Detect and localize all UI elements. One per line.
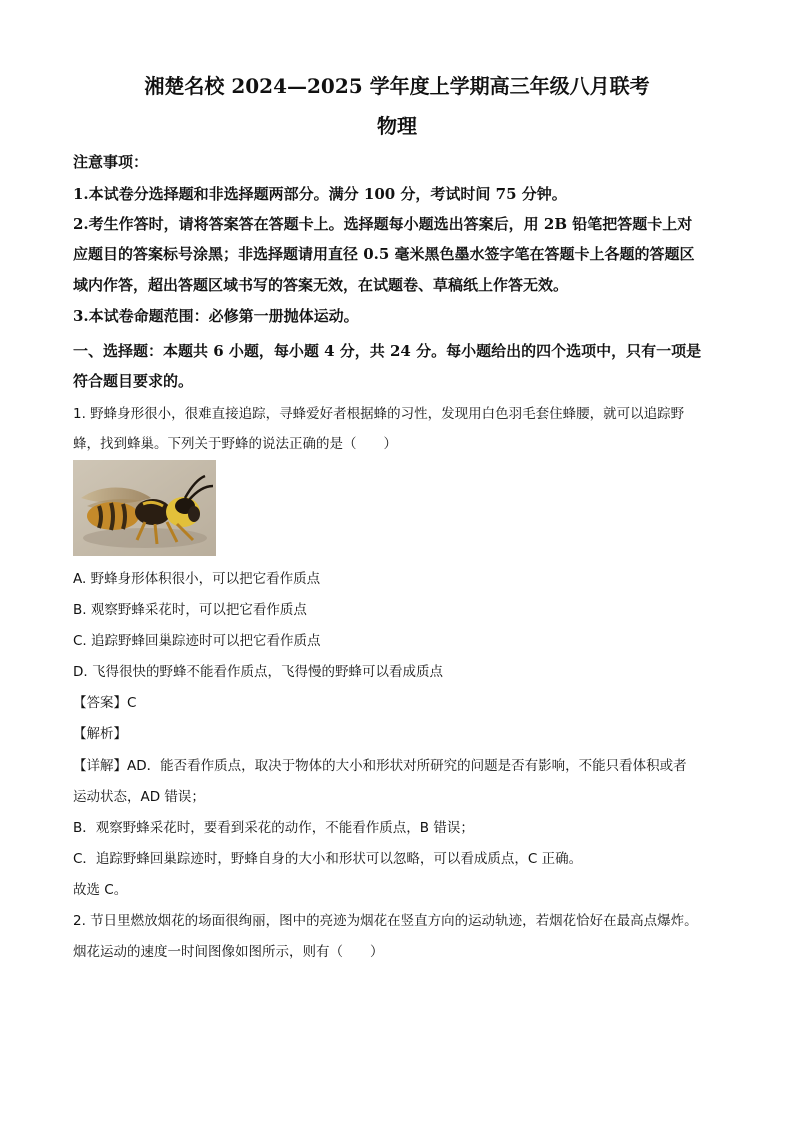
q1-answer: 【答案】C [73,695,137,711]
q1-detail-line-2: 运动状态，AD 错误； [73,789,205,805]
q2-stem-line-2: 烟花运动的速度一时间图像如图所示，则有（ ） [73,944,384,960]
exam-title: 湘楚名校 2024—2025 学年度上学期高三年级八月联考 [144,74,650,98]
notice-item-2-line-1: 2.考生作答时，请将答案答在答题卡上。选择题每小题选出答案后，用 2B 铅笔把答题卡上对 [73,215,693,233]
q1-detail-b: B．观察野蜂采花时，要看到采花的动作，不能看作质点，B 错误； [73,820,474,836]
q1-option-c: C. 追踪野蜂回巢踪迹时可以把它看作质点 [73,633,321,649]
q1-option-d: D. 飞得很快的野蜂不能看作质点，飞得慢的野蜂可以看成质点 [73,664,443,680]
q1-stem-line-1: 1. 野蜂身形很小，很难直接追踪，寻蜂爱好者根据蜂的习性，发现用白色羽毛套住蜂腰，就可以追踪野 [73,406,685,422]
notice-heading: 注意事项： [73,153,149,171]
q1-stem-line-2: 蜂，找到蜂巢。下列关于野蜂的说法正确的是（ ） [73,436,397,452]
notice-item-3: 3.本试卷命题范围：必修第一册抛体运动。 [73,307,359,325]
q1-conclusion: 故选 C。 [73,882,128,898]
q1-option-a: A. 野蜂身形体积很小，可以把它看作质点 [73,571,321,587]
q1-detail-line-1: 【详解】AD．能否看作质点，取决于物体的大小和形状对所研究的问题是否有影响，不能只看体积或者 [73,758,687,774]
notice-item-2-line-3: 域内作答，超出答题区域书写的答案无效，在试题卷、草稿纸上作答无效。 [73,276,569,294]
wasp-image [73,460,216,556]
section-heading-line-1: 一、选择题：本题共 6 小题，每小题 4 分，共 24 分。每小题给出的四个选项中，只有一项是 [73,342,702,360]
wasp-photo [73,460,216,556]
q1-option-b: B. 观察野蜂采花时，可以把它看作质点 [73,602,307,618]
notice-item-1: 1.本试卷分选择题和非选择题两部分。满分 100 分，考试时间 75 分钟。 [73,185,567,203]
subject-title: 物理 [377,114,417,138]
notice-item-2-line-2: 应题目的答案标号涂黑；非选择题请用直径 0.5 毫米黑色墨水签字笔在答题卡上各题的答题区 [73,245,695,263]
q1-analysis-label: 【解析】 [73,726,127,742]
section-heading-line-2: 符合题目要求的。 [73,372,194,390]
q2-stem-line-1: 2. 节日里燃放烟花的场面很绚丽，图中的亮迹为烟花在竖直方向的运动轨迹，若烟花恰好在最高点爆炸。 [73,913,698,929]
q1-detail-c: C．追踪野蜂回巢踪迹时，野蜂自身的大小和形状可以忽略，可以看成质点，C 正确。 [73,851,583,867]
